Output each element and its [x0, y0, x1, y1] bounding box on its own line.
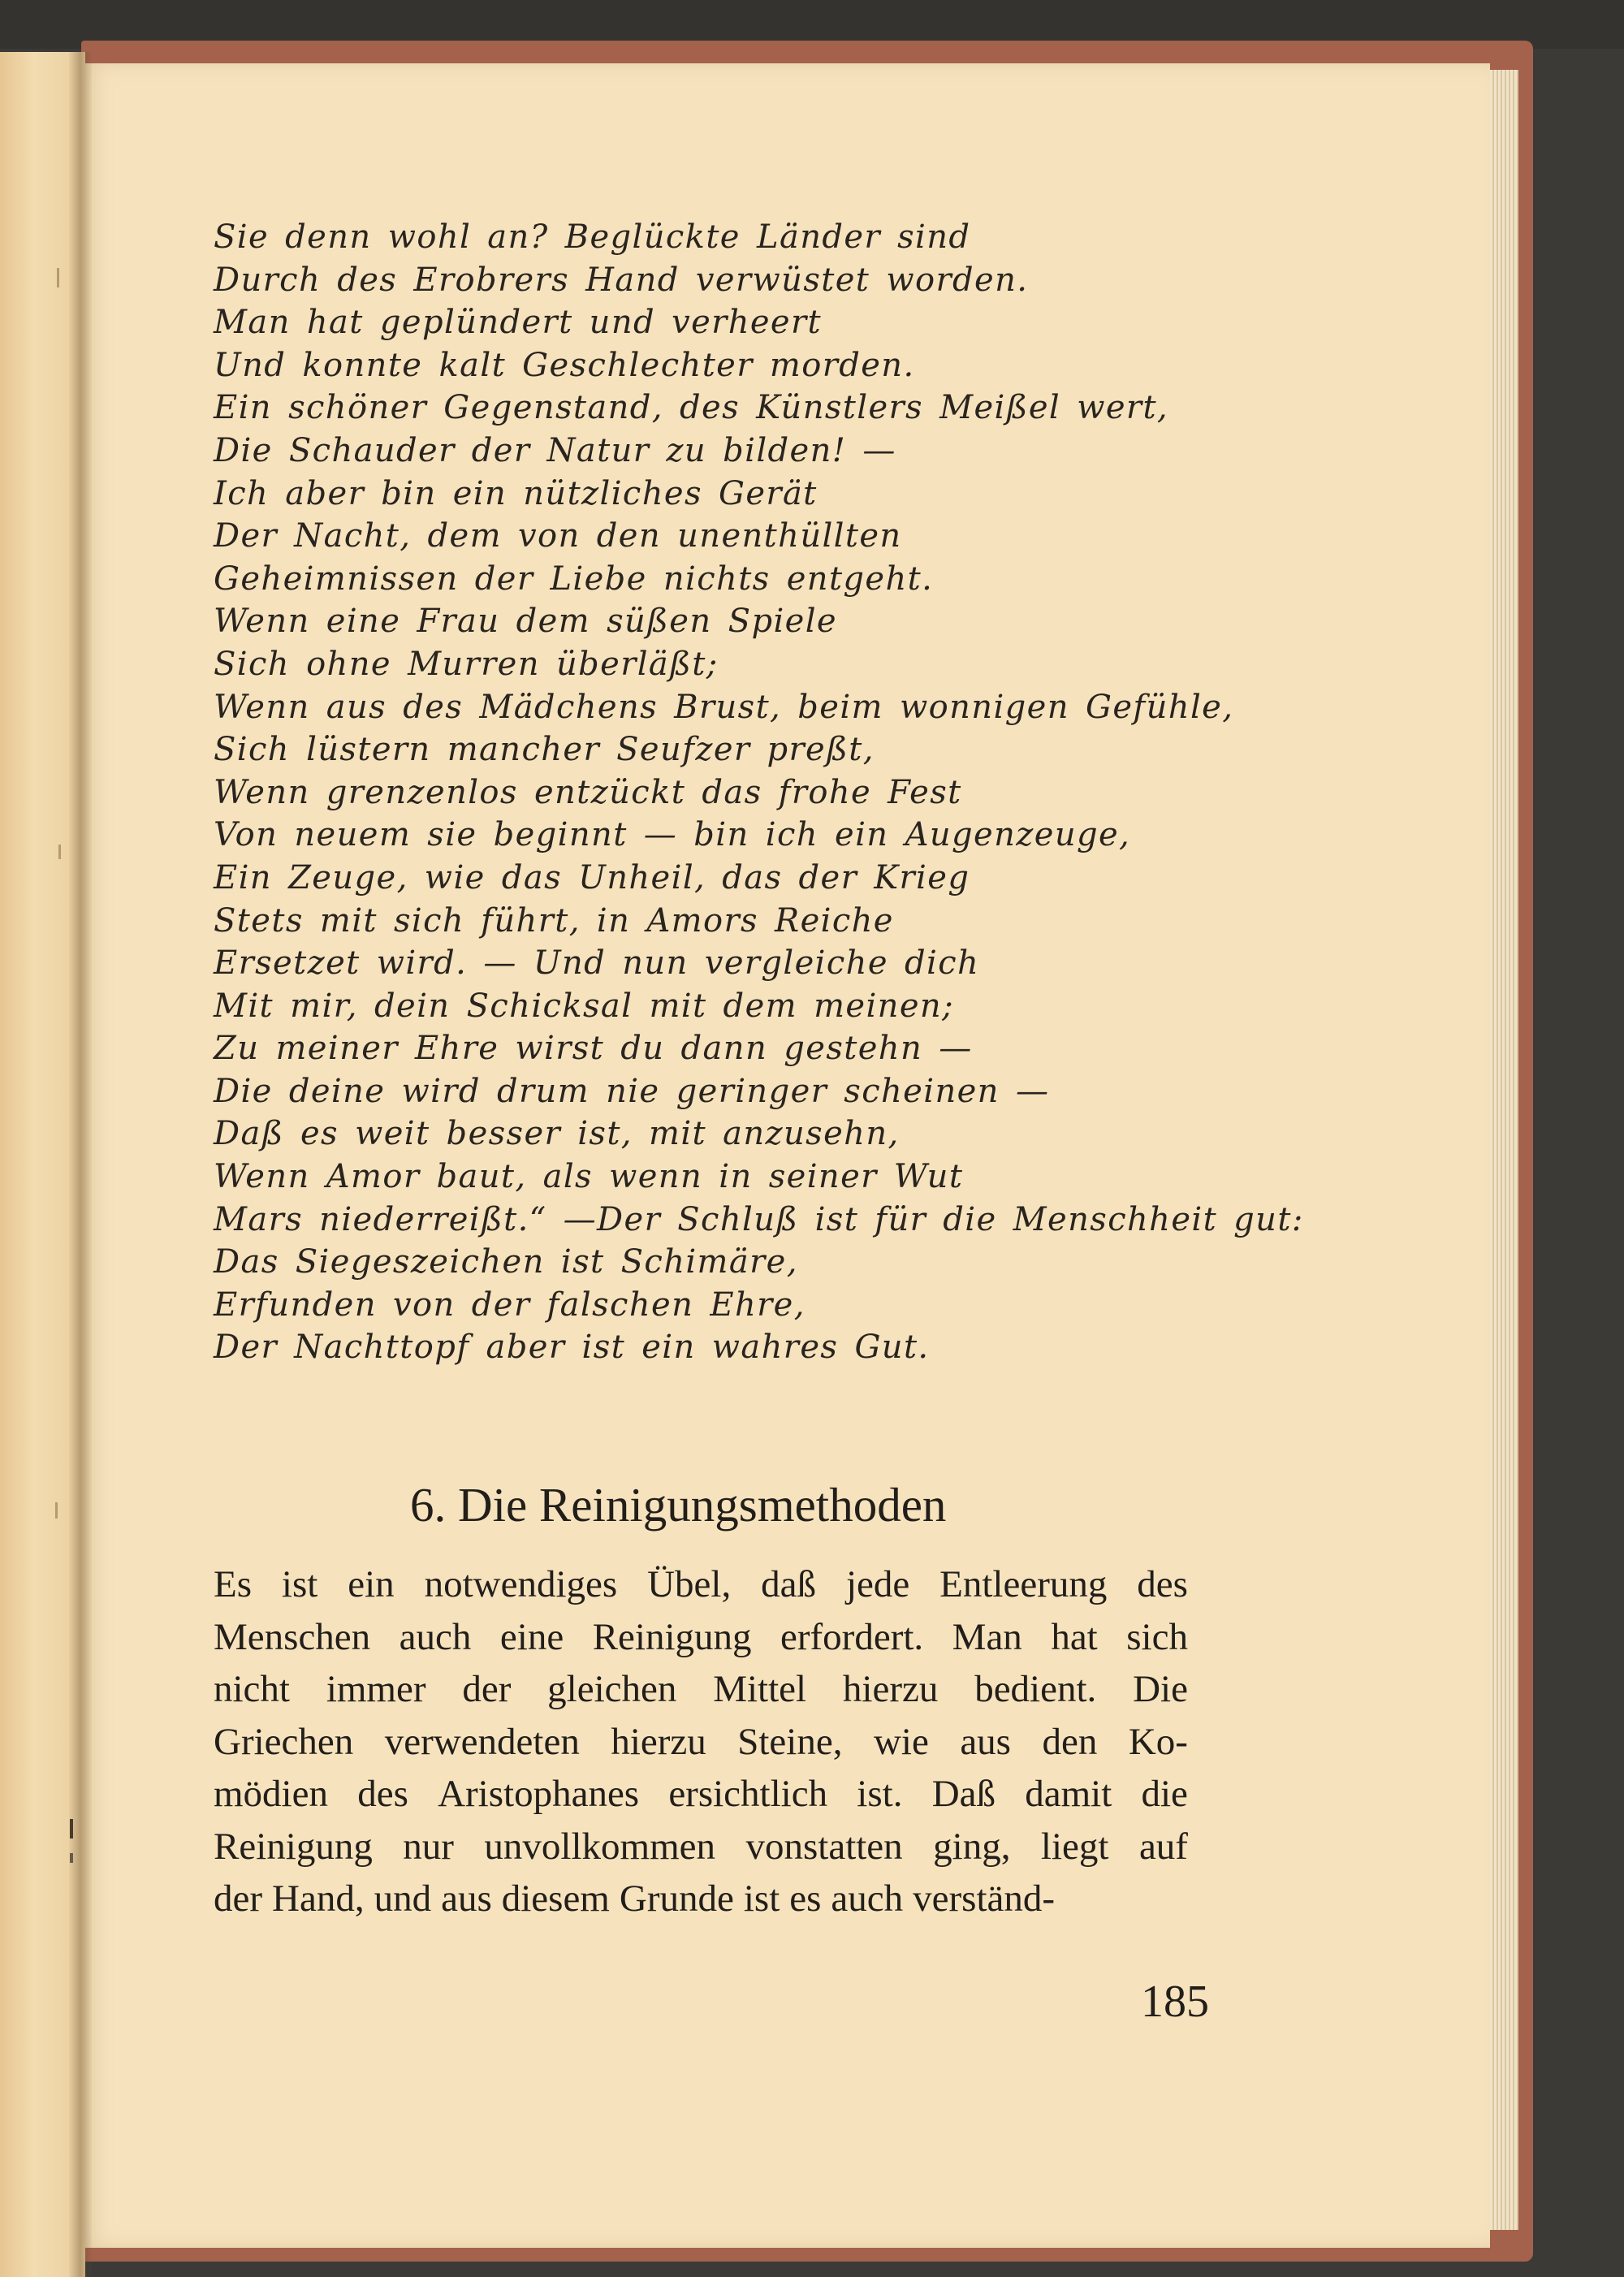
- poem-line: Daß es weit besser ist, mit anzusehn,: [214, 1115, 900, 1153]
- body-word: ist: [281, 1563, 318, 1605]
- body-word: Grunde: [619, 1877, 734, 1920]
- body-line: [214, 1663, 1188, 1716]
- poem-line: Und konnte kalt Geschlechter morden.: [214, 346, 915, 384]
- poem-line: Ein Zeuge, wie das Unheil, das der Krieg: [214, 858, 970, 897]
- poem-line: Sich lüstern mancher Seufzer preßt,: [214, 731, 875, 769]
- body-word: immer: [326, 1668, 426, 1710]
- body-word: Man: [952, 1615, 1022, 1658]
- poem-line: Ich aber bin ein nützliches Gerät: [214, 474, 818, 512]
- body-line: [214, 1558, 1188, 1611]
- body-word: Menschen: [214, 1615, 371, 1658]
- body-word: daß: [761, 1563, 817, 1605]
- body-line: [214, 1821, 1188, 1873]
- poem-line: Erfunden von der falschen Ehre,: [214, 1285, 806, 1324]
- poem-line: Zu meiner Ehre wirst du dann gestehn —: [214, 1030, 973, 1068]
- poem-line: Ersetzet wird. — Und nun vergleiche dich: [214, 944, 980, 983]
- body-word: erfordert.: [780, 1615, 924, 1658]
- poem-line: Wenn eine Frau dem süßen Spiele: [214, 603, 837, 641]
- body-word: aus: [441, 1877, 492, 1920]
- poem-line: Der Nacht, dem von den unenthüllten: [214, 517, 902, 555]
- body-word: sich: [1126, 1615, 1188, 1658]
- body-word: notwendiges: [424, 1563, 618, 1605]
- body-word: Übel,: [647, 1563, 732, 1605]
- body-word: ersichtlich: [668, 1773, 828, 1815]
- body-word: und: [374, 1877, 432, 1920]
- poem-line: Der Nachttopf aber ist ein wahres Gut.: [214, 1329, 930, 1367]
- body-word: nur: [403, 1825, 454, 1868]
- body-paragraph: [214, 1558, 1188, 1925]
- body-word: Daß: [931, 1773, 996, 1815]
- body-word: Die: [1133, 1668, 1188, 1710]
- gutter-mark: [70, 1853, 73, 1863]
- body-word: Hand,: [272, 1877, 365, 1920]
- body-word: auch: [831, 1877, 904, 1920]
- body-word: hierzu: [842, 1668, 939, 1710]
- body-word: gleichen: [547, 1668, 677, 1710]
- body-word: mödien: [214, 1773, 328, 1815]
- body-word: nicht: [214, 1668, 290, 1710]
- poem-line: Stets mit sich führt, in Amors Reiche: [214, 901, 894, 940]
- body-word: wie: [873, 1720, 929, 1763]
- gutter-mark: [58, 845, 61, 859]
- body-word: Mittel: [713, 1668, 807, 1710]
- poem-line: Das Siegeszeichen ist Schimäre,: [214, 1243, 798, 1281]
- body-word: vonstatten: [745, 1825, 903, 1868]
- gutter-mark: [55, 1502, 58, 1519]
- body-word: Es: [214, 1563, 252, 1605]
- poem-line: Von neuem sie beginnt — bin ich ein Augenzeuge,: [214, 816, 1131, 854]
- poem-line: Wenn grenzenlos entzückt das frohe Fest: [214, 773, 962, 811]
- body-word: Reinigung: [592, 1615, 752, 1658]
- body-word: hierzu: [611, 1720, 706, 1763]
- poem-line: Wenn Amor baut, als wenn in seiner Wut: [214, 1158, 964, 1196]
- poem-line: Man hat geplündert und verheert: [214, 304, 823, 342]
- body-word: ein: [348, 1563, 395, 1605]
- poem-line: Mars niederreißt.“ —Der Schluß ist für die Menschheit gut:: [214, 1200, 1304, 1238]
- body-word: die: [1141, 1773, 1188, 1815]
- body-line: [214, 1716, 1188, 1769]
- gutter-marks: [50, 0, 83, 2277]
- body-word: damit: [1025, 1773, 1112, 1815]
- body-line: [214, 1873, 1188, 1925]
- section-heading: 6. Die Reinigungsmethoden: [410, 1478, 947, 1532]
- body-word: ist.: [857, 1773, 903, 1815]
- gutter-mark: [57, 268, 59, 287]
- body-word: Ko-: [1128, 1720, 1188, 1763]
- page-number: 185: [1141, 1977, 1209, 2027]
- body-word: Entleerung: [939, 1563, 1108, 1605]
- body-word: den: [1042, 1720, 1098, 1763]
- poem-line: Mit mir, dein Schicksal mit dem meinen;: [214, 987, 954, 1025]
- body-word: des: [1137, 1563, 1188, 1605]
- body-word: es: [789, 1877, 822, 1920]
- body-word: auf: [1138, 1825, 1188, 1868]
- body-line: [214, 1768, 1188, 1821]
- body-word: ging,: [933, 1825, 1011, 1868]
- body-word: Reinigung: [214, 1825, 373, 1868]
- body-word: der: [214, 1877, 263, 1920]
- poem-line: Wenn aus des Mädchens Brust, beim wonnigen Gefühle,: [214, 688, 1234, 726]
- body-word: verwendeten: [384, 1720, 580, 1763]
- poem-line: Ein schöner Gegenstand, des Künstlers Meißel wert,: [214, 389, 1169, 427]
- body-word: jede: [845, 1563, 910, 1605]
- poem-line: Geheimnissen der Liebe nichts entgeht.: [214, 560, 934, 598]
- body-word: Griechen: [214, 1720, 354, 1763]
- body-word: liegt: [1040, 1825, 1109, 1868]
- body-word: des: [357, 1773, 408, 1815]
- body-word: ist: [743, 1877, 780, 1920]
- body-word: Aristophanes: [438, 1773, 640, 1815]
- poem-block: [214, 216, 1304, 1369]
- body-line: [214, 1611, 1188, 1664]
- body-word: hat: [1051, 1615, 1098, 1658]
- body-word: bedient.: [974, 1668, 1097, 1710]
- body-word: diesem: [501, 1877, 610, 1920]
- body-word: Steine,: [737, 1720, 843, 1763]
- poem-line: Durch des Erobrers Hand verwüstet worden.: [214, 261, 1029, 299]
- body-word: auch: [399, 1615, 472, 1658]
- poem-line: Die Schauder der Natur zu bilden! —: [214, 431, 896, 469]
- poem-line: Die deine wird drum nie geringer scheinen —: [214, 1072, 1050, 1110]
- body-word: aus: [960, 1720, 1011, 1763]
- body-word: unvollkommen: [484, 1825, 716, 1868]
- poem-line: Sie denn wohl an? Beglückte Länder sind: [214, 218, 971, 256]
- body-word: der: [462, 1668, 512, 1710]
- body-word: verständ-: [913, 1877, 1056, 1920]
- body-word: eine: [499, 1615, 564, 1658]
- gutter-mark: [70, 1819, 73, 1838]
- poem-line: Sich ohne Murren überläßt;: [214, 645, 719, 683]
